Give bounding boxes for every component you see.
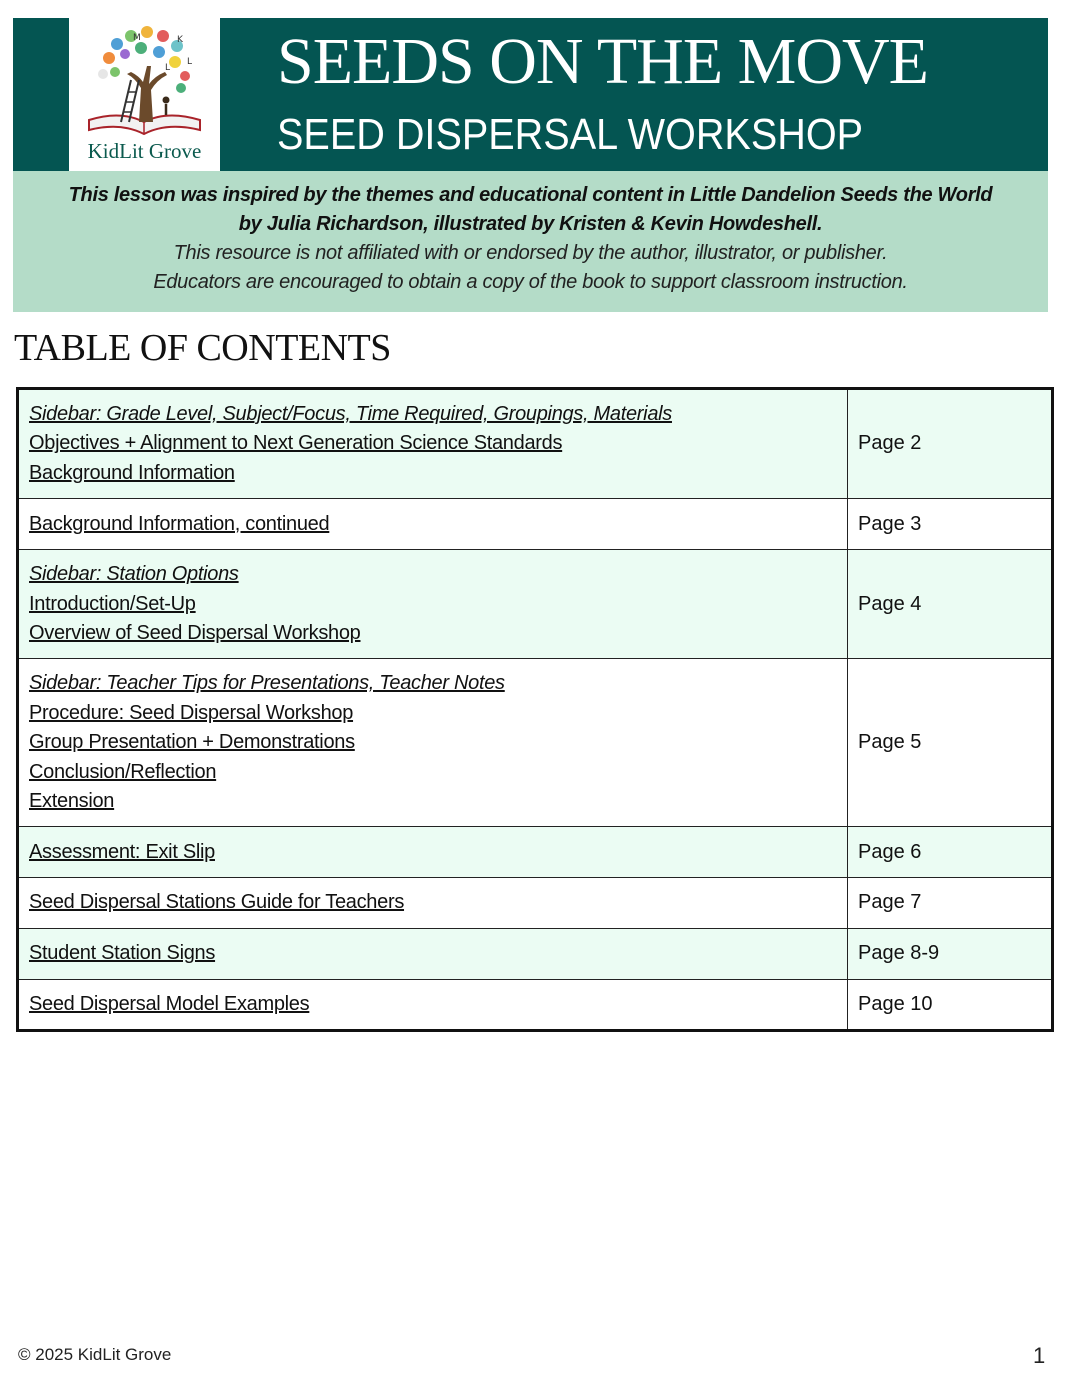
- toc-row: [18, 499, 1053, 550]
- toc-entry-link[interactable]: Sidebar: Grade Level, Subject/Focus, Time Required, Groupings, Materials: [29, 403, 672, 425]
- svg-text:L: L: [187, 57, 193, 67]
- toc-page-cell: Page 6: [848, 827, 1053, 878]
- header-banner: [13, 18, 1048, 171]
- toc-entry-link[interactable]: Background Information: [29, 461, 235, 484]
- page-number: 1: [1033, 1343, 1046, 1368]
- toc-entry-link[interactable]: Sidebar: Station Options: [29, 563, 239, 586]
- logo-wordmark: KidLit Grove: [87, 139, 202, 163]
- toc-entry-link[interactable]: Student Station Signs: [29, 942, 216, 965]
- toc-row: [18, 928, 1053, 979]
- toc-page-cell: Page 10: [848, 979, 1053, 1030]
- toc-table: [16, 387, 1054, 1032]
- toc-entries-cell: [18, 979, 848, 1030]
- attribution-notice: [13, 171, 1048, 312]
- toc-entry-link[interactable]: Assessment: Exit Slip: [29, 840, 215, 863]
- toc-entries-cell: [18, 550, 848, 659]
- toc-page-cell: Page 8-9: [848, 928, 1053, 979]
- toc-entry-link[interactable]: Background Information, continued: [29, 512, 330, 535]
- toc-entries-cell: [18, 928, 848, 979]
- svg-text:K: K: [177, 35, 183, 45]
- toc-entries-cell: [18, 878, 848, 928]
- toc-page-cell: Page 5: [848, 659, 1053, 827]
- toc-row: [18, 550, 1053, 659]
- toc-row: [18, 878, 1053, 928]
- toc-page-cell: Page 7: [848, 878, 1053, 928]
- copyright-footer: © 2025 KidLit Grove: [18, 1345, 172, 1364]
- toc-page-cell: Page 4: [848, 550, 1053, 659]
- toc-entry-link[interactable]: Procedure: Seed Dispersal Workshop: [29, 701, 354, 724]
- toc-entry-link[interactable]: Objectives + Alignment to Next Generation Science Standards: [29, 432, 563, 455]
- notice-encouragement-line: Educators are encouraged to obtain a copy of the book to support classroom instruction.: [153, 271, 908, 293]
- notice-bold-line-2: by Julia Richardson, illustrated by Kristen & Kevin Howdeshell.: [238, 213, 823, 235]
- toc-entries-cell: [18, 827, 848, 878]
- svg-text:M: M: [133, 33, 141, 43]
- toc-row: [18, 827, 1053, 878]
- toc-entry-link[interactable]: Group Presentation + Demonstrations: [29, 731, 355, 754]
- toc-entries-cell: [18, 499, 848, 550]
- toc-row: [18, 389, 1053, 499]
- page-subtitle: SEED DISPERSAL WORKSHOP: [277, 110, 864, 159]
- toc-entry-link[interactable]: Conclusion/Reflection: [29, 760, 217, 783]
- toc-page-cell: Page 2: [848, 389, 1053, 499]
- toc-entry-link[interactable]: Seed Dispersal Stations Guide for Teachers: [29, 891, 405, 914]
- toc-heading: TABLE OF CONTENTS: [14, 327, 391, 369]
- toc-entry-link[interactable]: Seed Dispersal Model Examples: [29, 992, 310, 1015]
- svg-text:L: L: [165, 63, 171, 73]
- toc-entries-cell: [18, 659, 848, 827]
- toc-row: [18, 659, 1053, 827]
- toc-entry-link[interactable]: Overview of Seed Dispersal Workshop: [29, 622, 361, 645]
- toc-row: [18, 979, 1053, 1030]
- kidlit-grove-logo: [69, 18, 220, 171]
- notice-disclaimer-line: This resource is not affiliated with or endorsed by the author, illustrator, or publisher.: [173, 242, 888, 264]
- toc-page-cell: Page 3: [848, 499, 1053, 550]
- page-title: SEEDS ON THE MOVE: [277, 25, 928, 98]
- toc-entries-cell: [18, 389, 848, 499]
- toc-entry-link[interactable]: Extension: [29, 790, 115, 813]
- toc-entry-link[interactable]: Introduction/Set-Up: [29, 592, 196, 615]
- tree-book-logo-icon: [69, 18, 220, 143]
- notice-bold-line-1: This lesson was inspired by the themes and educational content in Little Dandelion Seeds the World: [68, 184, 993, 206]
- toc-entry-link[interactable]: Sidebar: Teacher Tips for Presentations, Teacher Notes: [29, 672, 505, 695]
